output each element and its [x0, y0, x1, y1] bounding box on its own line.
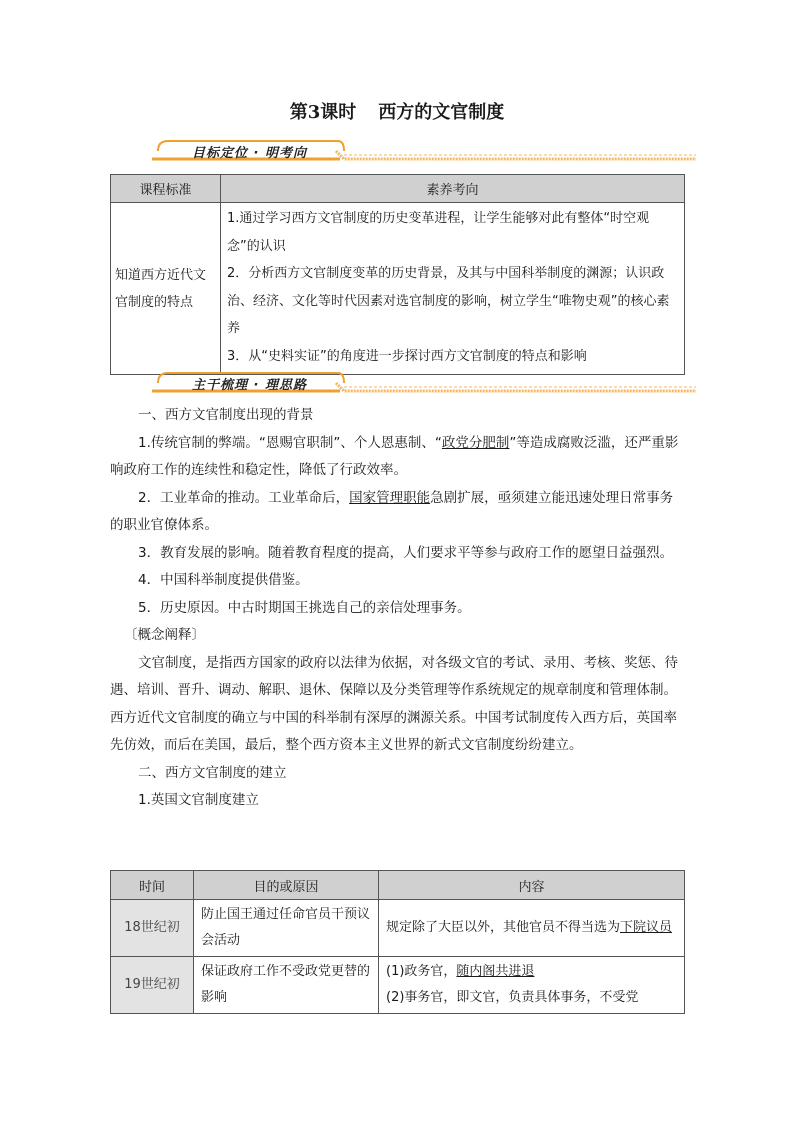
goal-item: 2．分析西方文官制度变革的历史背景，及其与中国科举制度的渊源；认识政治、经济、文化等时代因素对选官制度的影响，树立学生“唯物史观”的核心素养: [227, 266, 670, 336]
table-header: 素养考向: [221, 175, 685, 203]
content-cell: 规定除了大臣以外，其他官员不得当选为下院议员: [379, 900, 685, 957]
paragraph: 3．教育发展的影响。随着教育程度的提高，人们要求平等参与政府工作的愿望日益强烈。: [138, 544, 674, 561]
table-row: [111, 900, 685, 957]
banner-label: 主干梳理 · 理思路: [192, 378, 307, 393]
goal-item: 3．从“史料实证”的角度进一步探讨西方文官制度的特点和影响: [227, 348, 587, 364]
underlined-term: 国家管理职能: [349, 489, 431, 506]
underlined-term: 下院议员: [620, 920, 673, 935]
underlined-term: 随内阁共进退: [456, 964, 535, 979]
uk-civil-service-table: [110, 870, 685, 1014]
paragraph: 2．工业革命的推动。工业革命后，国家管理职能急剧扩展，亟须建立能迅速处理日常事务的职业官僚体系。: [110, 489, 674, 533]
time-cell: 19世纪初: [111, 957, 194, 1014]
table-header: 内容: [379, 871, 685, 900]
time-cell: 18世纪初: [111, 900, 194, 957]
content-cell: (1)政务官，随内阁共进退 (2)事务官，即文官，负责具体事务，不受党: [379, 957, 685, 1014]
paragraph: 4．中国科举制度提供借鉴。: [138, 572, 309, 588]
section-heading: 二、西方文官制度的建立: [138, 764, 287, 781]
reason-cell: 保证政府工作不受政党更替的影响: [194, 957, 379, 1014]
page-title: [0, 98, 794, 124]
table-header: 课程标准: [111, 175, 221, 203]
underlined-term: 政党分肥制: [441, 434, 510, 451]
banner-label: 目标定位 · 明考向: [192, 146, 307, 161]
standard-cell: 知道西方近代文官制度的特点: [111, 203, 221, 375]
table-row: [111, 957, 685, 1014]
concept-text: 文官制度，是指西方国家的政府以法律为依据，对各级文官的考试、录用、考核、奖惩、待遇、培训、晋升、调动、解职、退休、保障以及分类管理等作系统规定的规章制度和管理体制。西方近代文官制度的确立与中国的科举制有深厚的渊源关系。中国考试制度传入西方后，英国率先仿效，而后在美国，最后，整个西方资本主义世界的新式文官制度纷纷建立。: [110, 654, 678, 753]
table-header: 目的或原因: [194, 871, 379, 900]
goal-item: 1.通过学习西方文官制度的历史变革进程，让学生能够对此有整体“时空观念”的认识: [227, 211, 650, 254]
lesson-topic: 西方的文官制度: [378, 102, 505, 123]
content-line: (2)事务官，即文官，负责具体事务，不受党: [386, 990, 639, 1005]
paragraph: 1.传统官制的弊端。“恩赐官职制”、个人恩惠制、“政党分肥制”等造成腐败泛滥，还严重影响政府工作的连续性和稳定性，降低了行政效率。: [110, 434, 679, 478]
lesson-number: 第3课时: [289, 102, 357, 123]
section-heading: 一、西方文官制度出现的背景: [138, 407, 314, 423]
reason-cell: 防止国王通过任命官员干预议会活动: [194, 900, 379, 957]
paragraph: 5．历史原因。中古时期国王挑选自己的亲信处理事务。: [138, 599, 471, 616]
concept-label: 〔概念阐释〕: [124, 627, 205, 643]
table-header: 时间: [111, 871, 194, 900]
main-content: [110, 402, 686, 815]
section-banner-goals: [150, 139, 696, 163]
goals-cell: [221, 203, 685, 375]
section-banner-outline: [150, 371, 696, 395]
standards-table: [110, 174, 685, 375]
sub-heading: 1.英国文官制度建立: [138, 792, 259, 808]
